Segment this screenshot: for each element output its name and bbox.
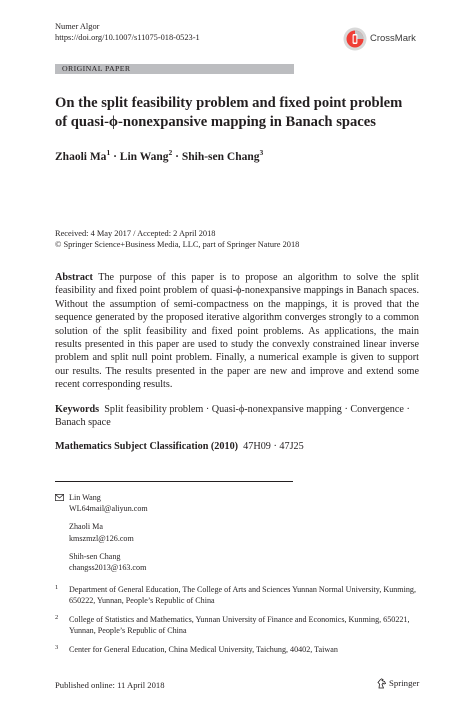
contact-entry — [69, 551, 148, 573]
author-affil-ref: 1 — [106, 148, 111, 157]
msc-section — [55, 441, 304, 452]
author-name[interactable]: Shih-sen Chang — [181, 150, 260, 163]
journal-name: Numer Algor — [55, 22, 100, 31]
title-line-1: On the split feasibility problem and fixed point problem — [55, 95, 403, 111]
msc-label: Mathematics Subject Classification (2010) — [55, 441, 239, 452]
footnote-divider — [55, 481, 293, 482]
keywords-label: Keywords — [55, 404, 100, 415]
corresponding-contacts — [69, 492, 148, 580]
contact-name: Lin Wang — [69, 493, 101, 502]
article-type-label: ORIGINAL PAPER — [62, 64, 131, 73]
author-name[interactable]: Zhaoli Ma — [55, 150, 107, 163]
contact-email[interactable]: changss2013@163.com — [69, 563, 147, 573]
author-separator: · — [113, 150, 120, 163]
journal-header — [55, 21, 200, 43]
copyright-line: © Springer Science+Business Media, LLC, part of Springer Nature 2018 — [55, 240, 300, 250]
msc-codes: 47H09 · 47J25 — [243, 441, 304, 452]
abstract-section — [55, 271, 419, 392]
affiliation-number: 2 — [55, 614, 59, 621]
crossmark-badge[interactable] — [343, 27, 437, 51]
article-dates — [55, 228, 299, 251]
author-affil-ref: 2 — [168, 148, 173, 157]
envelope-icon — [55, 494, 64, 501]
author-name[interactable]: Lin Wang — [119, 150, 169, 163]
abstract-label: Abstract — [55, 272, 93, 283]
contact-name: Zhaoli Ma — [69, 522, 103, 532]
author-separator: · — [175, 150, 182, 163]
contact-entry — [69, 492, 148, 514]
affiliation-number: 1 — [55, 584, 59, 591]
publisher-name: Springer — [389, 678, 420, 688]
affiliation-text: Department of General Education, The College of Arts and Sciences Yunnan Normal University, Kunming, 650222, Yunnan, People’s Republic of China — [69, 585, 416, 606]
published-online: Published online: 11 April 2018 — [55, 680, 165, 690]
paper-title — [55, 94, 427, 132]
crossmark-label: CrossMark — [370, 33, 416, 44]
contact-entry — [69, 521, 148, 543]
author-list — [55, 148, 263, 163]
contact-email[interactable]: kmszmzl@126.com — [69, 533, 134, 543]
crossmark-icon — [343, 27, 367, 51]
keywords-section — [55, 403, 419, 430]
article-type-banner — [55, 64, 294, 74]
contact-name: Shih-sen Chang — [69, 551, 121, 561]
springer-horse-icon — [377, 678, 387, 689]
received-accepted: Received: 4 May 2017 / Accepted: 2 April 2018 — [55, 229, 216, 238]
author-affil-ref: 3 — [259, 148, 264, 157]
contact-email[interactable]: WL64mail@aliyun.com — [69, 504, 148, 514]
keywords-text: Split feasibility problem · Quasi-ϕ-nonexpansive mapping · Convergence · Banach space — [55, 404, 410, 429]
title-line-2: of quasi-ϕ-nonexpansive mapping in Banach spaces — [55, 114, 376, 130]
affiliation-text: College of Statistics and Mathematics, Yunnan University of Finance and Economics, Kunming, 650221, Yunnan, People’s Republic of China — [69, 615, 410, 636]
abstract-text: The purpose of this paper is to propose an algorithm to solve the split feasibility and fixed point problem of quasi-ϕ-nonexpansive mappings in Banach spaces. Without the assumption of semi-compactness on the mappings, it is proved that the sequence generated by the proposed iterative algorithm converges strongly to a common solution of the split feasibility and fixed point problems. As applications, the main results presented in this paper are used to study the convexly constrained linear inverse problem and split null point problem. Finally, a numerical example is given to support our results. The results presented in the paper are new and improve and extend some recent corresponding results. — [55, 272, 419, 391]
springer-logo — [377, 678, 419, 689]
doi-link[interactable]: https://doi.org/10.1007/s11075-018-0523-1 — [55, 33, 200, 42]
affiliation-number: 3 — [55, 644, 59, 651]
affiliation-text: Center for General Education, China Medical University, Taichung, 40402, Taiwan — [69, 645, 338, 654]
